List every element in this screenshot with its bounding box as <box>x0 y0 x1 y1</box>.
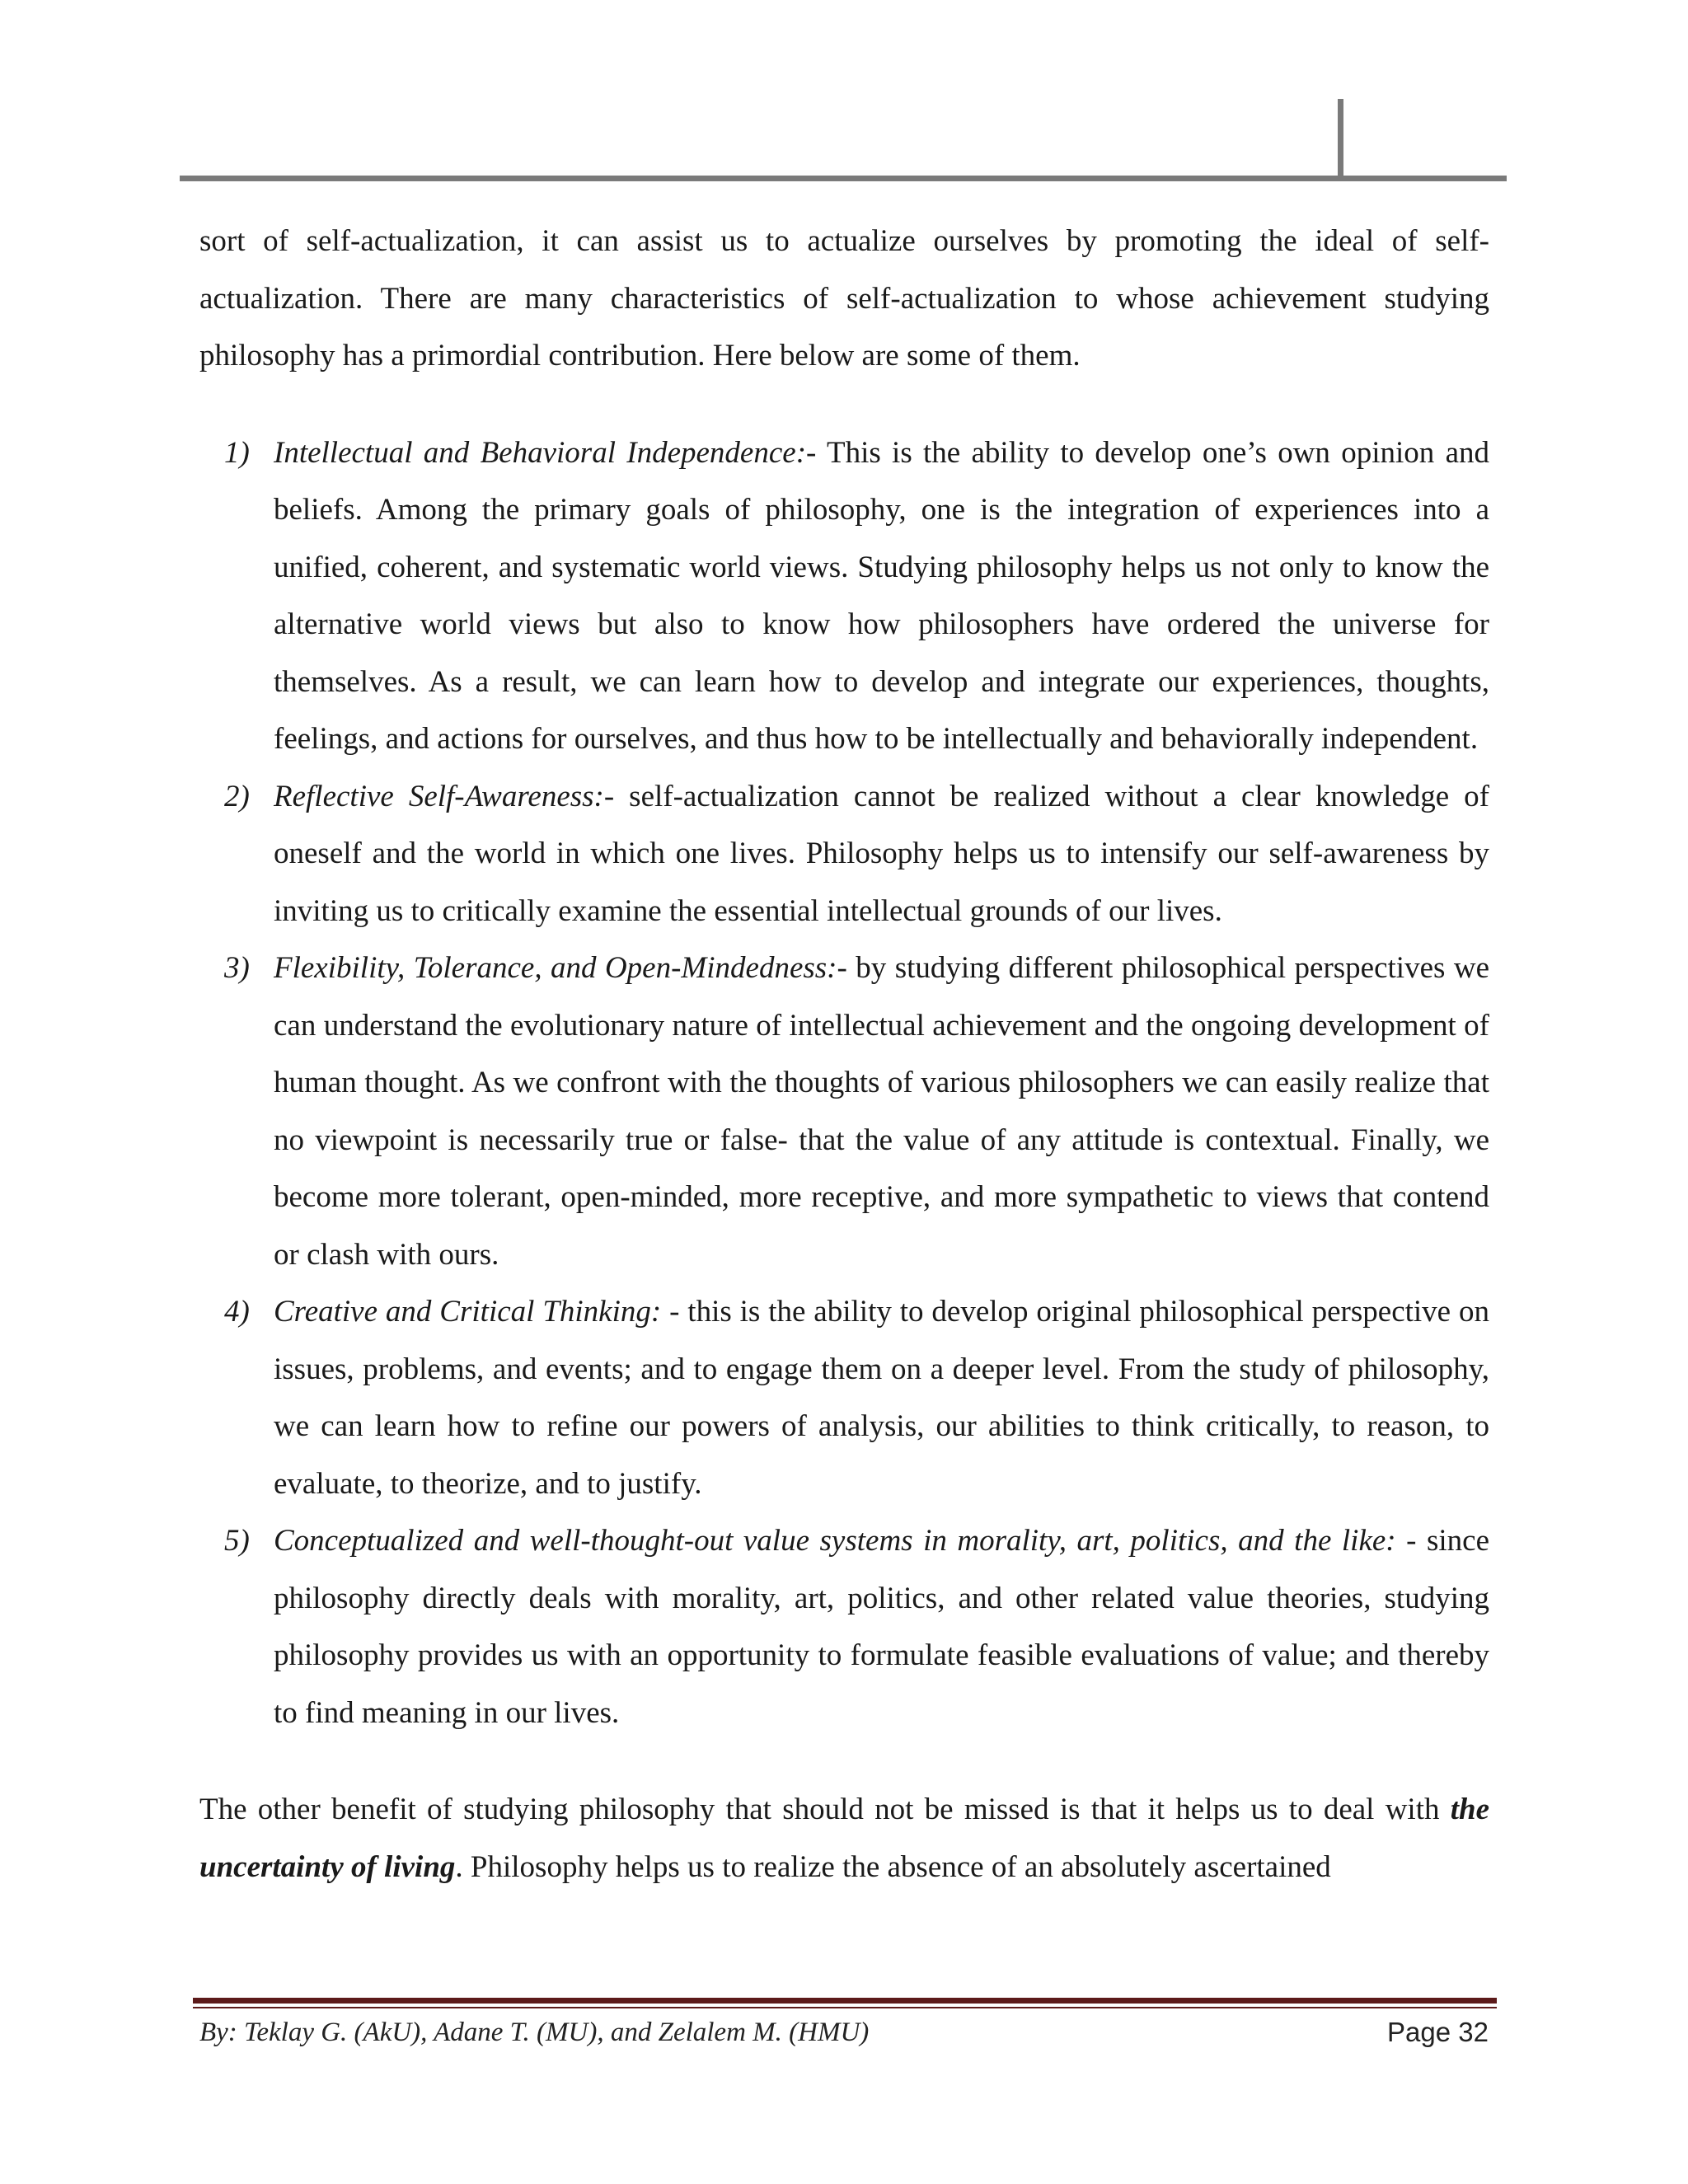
list-item <box>199 1283 1489 1512</box>
list-item-term: Conceptualized and well-thought-out value systems in morality, art, politics, and the like: - <box>274 1524 1417 1558</box>
characteristics-list <box>199 424 1489 1742</box>
list-item-term: Reflective Self-Awareness:- <box>274 779 615 813</box>
list-item <box>199 768 1489 940</box>
page-body <box>199 213 1489 1896</box>
list-item-term: Creative and Critical Thinking: <box>274 1295 662 1329</box>
footer-rule-thin <box>193 2007 1497 2008</box>
list-item-term: Flexibility, Tolerance, and Open-Mindedness:- <box>274 951 847 985</box>
list-item-text: self-actualization cannot be realized without a clear knowledge of oneself and the world in which one lives. Philosophy helps us to intensify our self-awareness by inviting us to critically examine the essential intellectual grounds of our lives. <box>274 779 1490 928</box>
list-item-number: 1) <box>224 435 250 470</box>
list-item <box>199 1512 1489 1741</box>
list-item-number: 2) <box>224 779 250 813</box>
list-item-number: 4) <box>224 1295 250 1329</box>
list-item-text: This is the ability to develop one’s own opinion and beliefs. Among the primary goals of philosophy, one is the integration of experiences into a unified, coherent, and systematic world views. Studying philosophy helps us not only to know the alternative world views but also to know how philosophers have ordered the universe for themselves. As a result, we can learn how to develop and integrate our experiences, thoughts, feelings, and actions for ourselves, and thus how to be intellectually and behaviorally independent. <box>274 435 1489 756</box>
intro-paragraph: sort of self-actualization, it can assist us to actualize ourselves by promoting the ideal of self-actualization. There are many characteristics of self-actualization to whose achievement studying philosophy has a primordial contribution. Here below are some of them. <box>199 224 1489 373</box>
list-item <box>199 424 1489 768</box>
closing-text-after: . Philosophy helps us to realize the absence of an absolutely ascertained <box>455 1849 1331 1884</box>
list-item <box>199 940 1489 1283</box>
list-item-number: 5) <box>224 1524 250 1558</box>
footer-rule-thick <box>193 1998 1497 2004</box>
list-item-number: 3) <box>224 951 250 985</box>
footer-authors: By: Teklay G. (AkU), Adane T. (MU), and Zelalem M. (HMU) <box>199 2018 870 2047</box>
list-item-text: since philosophy directly deals with morality, art, politics, and other related value theories, studying philosophy provides us with an opportunity to formulate feasible evaluations of value; and thereby to find meaning in our lives. <box>274 1524 1489 1730</box>
closing-text-before: The other benefit of studying philosophy that should not be missed is that it helps us to deal with <box>199 1793 1451 1826</box>
list-item-text: - this is the ability to develop original philosophical perspective on issues, problems, and events; and to engage them on a deeper level. From the study of philosophy, we can learn how to refine our powers of analysis, our abilities to think critically, to reason, to evaluate, to theorize, and to justify. <box>274 1295 1489 1501</box>
list-item-term: Intellectual and Behavioral Independence:- <box>274 435 817 470</box>
footer-page-number: Page 32 <box>1387 2017 1489 2047</box>
closing-paragraph <box>199 1781 1489 1896</box>
header-rule <box>180 176 1507 181</box>
closing-emphasis: the uncertainty of living <box>199 1793 1489 1884</box>
list-item-text: by studying different philosophical perspectives we can understand the evolutionary nature of intellectual achievement and the ongoing development of human thought. As we confront with the thoughts of various philosophers we can easily realize that no viewpoint is necessarily true or false- that the value of any attitude is contextual. Finally, we become more tolerant, open-minded, more receptive, and more sympathetic to views that contend or clash with ours. <box>274 951 1489 1272</box>
header-divider-tick <box>1338 99 1343 181</box>
